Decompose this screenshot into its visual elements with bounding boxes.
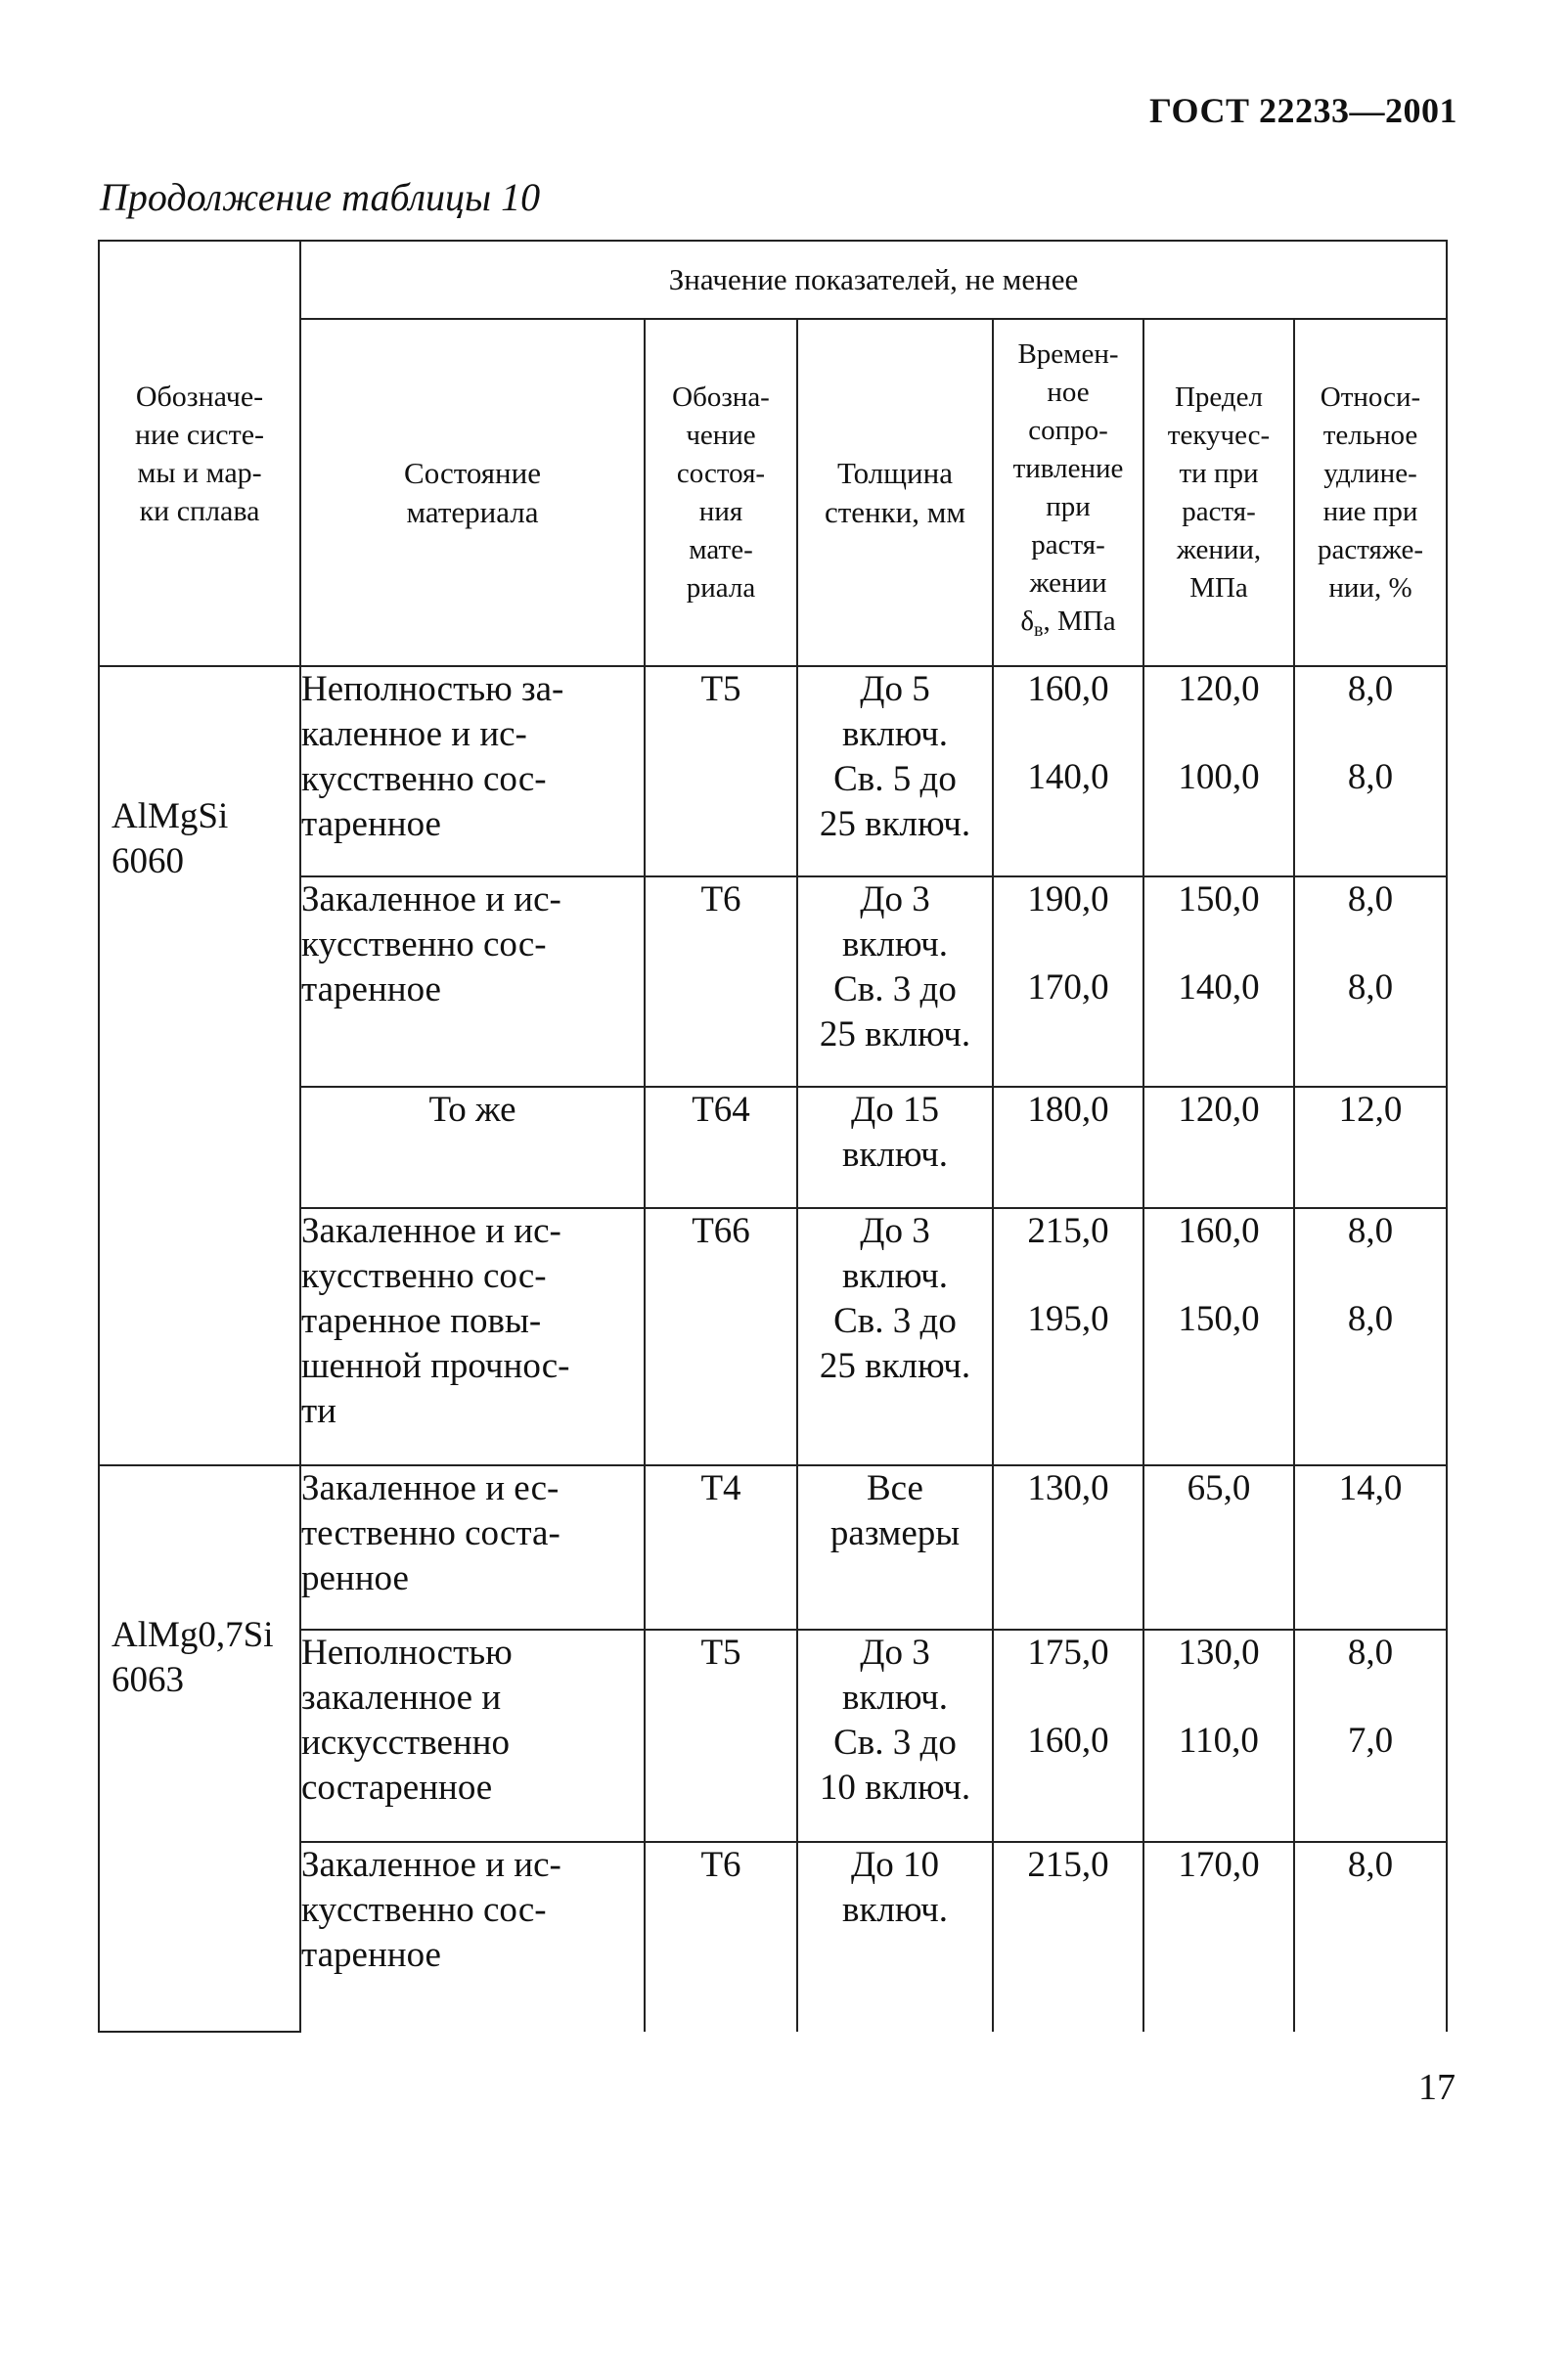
strength-cell: 160,0 140,0	[993, 666, 1143, 876]
elongation-cell: 8,0 8,0	[1294, 876, 1447, 1087]
col-header-thickness: Толщина стенки, мм	[797, 319, 993, 666]
code-cell: Т4	[645, 1465, 797, 1630]
thickness-cell: До 5 включ. Св. 5 до 25 включ.	[797, 666, 993, 876]
elongation-cell: 12,0	[1294, 1087, 1447, 1208]
state-cell: Неполностью закаленное и искусственно состаренное	[300, 1630, 645, 1842]
state-cell: Закаленное и ес- тественно соста- ренное	[300, 1465, 645, 1630]
state-cell: Закаленное и ис- кусственно сос- таренное	[300, 876, 645, 1087]
table-row	[99, 876, 1447, 1087]
elongation-cell: 8,0 8,0	[1294, 666, 1447, 876]
state-cell: Неполностью за- каленное и ис- кусственно сос- таренное	[300, 666, 645, 876]
table-row	[99, 1842, 1447, 2032]
table-row	[99, 1630, 1447, 1842]
col-header-code: Обозна- чение состоя- ния мате- риала	[645, 319, 797, 666]
yield-cell: 130,0 110,0	[1143, 1630, 1294, 1842]
yield-cell: 65,0	[1143, 1465, 1294, 1630]
strength-cell: 175,0 160,0	[993, 1630, 1143, 1842]
alloy-cell: AlMg0,7Si 6063	[99, 1465, 300, 2032]
table-row	[99, 1208, 1447, 1465]
document-code: ГОСТ 22233—2001	[1149, 91, 1457, 130]
yield-cell: 170,0	[1143, 1842, 1294, 2032]
yield-cell: 160,0 150,0	[1143, 1208, 1294, 1465]
elongation-cell: 8,0	[1294, 1842, 1447, 2032]
thickness-cell: До 3 включ. Св. 3 до 10 включ.	[797, 1630, 993, 1842]
strength-cell: 215,0 195,0	[993, 1208, 1143, 1465]
col-header-elongation: Относи- тельное удлине- ние при растяже- нии, %	[1294, 319, 1447, 666]
table-row	[99, 666, 1447, 876]
thickness-cell: Все размеры	[797, 1465, 993, 1630]
thickness-cell: До 3 включ. Св. 3 до 25 включ.	[797, 876, 993, 1087]
elongation-cell: 8,0 7,0	[1294, 1630, 1447, 1842]
col-header-alloy: Обозначе- ние систе- мы и мар- ки сплава	[99, 241, 300, 666]
table-row	[99, 1087, 1447, 1208]
col-header-group: Значение показателей, не менее	[300, 241, 1447, 319]
code-cell: Т6	[645, 876, 797, 1087]
strength-cell: 190,0 170,0	[993, 876, 1143, 1087]
strength-cell: 180,0	[993, 1087, 1143, 1208]
col-header-state: Состояние материала	[300, 319, 645, 666]
yield-cell: 120,0 100,0	[1143, 666, 1294, 876]
properties-table	[98, 240, 1448, 2033]
state-cell: Закаленное и ис- кусственно сос- таренное	[300, 1842, 645, 2032]
strength-cell: 215,0	[993, 1842, 1143, 2032]
code-cell: Т6	[645, 1842, 797, 2032]
state-cell: То же	[300, 1087, 645, 1208]
table-row	[99, 1465, 1447, 1630]
thickness-cell: До 10 включ.	[797, 1842, 993, 2032]
code-cell: Т66	[645, 1208, 797, 1465]
col-header-yield: Предел текучес- ти при растя- жении, МПа	[1143, 319, 1294, 666]
page-number: 17	[1418, 2067, 1456, 2108]
thickness-cell: До 15 включ.	[797, 1087, 993, 1208]
yield-cell: 120,0	[1143, 1087, 1294, 1208]
elongation-cell: 8,0 8,0	[1294, 1208, 1447, 1465]
strength-cell: 130,0	[993, 1465, 1143, 1630]
alloy-cell: AlMgSi 6060	[99, 666, 300, 1465]
elongation-cell: 14,0	[1294, 1465, 1447, 1630]
col-header-strength: Времен- ное сопро- тивление при растя- жении $\delta_в$, МПа	[993, 319, 1143, 666]
thickness-cell: До 3 включ. Св. 3 до 25 включ.	[797, 1208, 993, 1465]
code-cell: Т5	[645, 1630, 797, 1842]
state-cell: Закаленное и ис- кусственно сос- таренное повы- шенной прочнос- ти	[300, 1208, 645, 1465]
yield-cell: 150,0 140,0	[1143, 876, 1294, 1087]
code-cell: Т5	[645, 666, 797, 876]
table-caption: Продолжение таблицы 10	[100, 175, 541, 219]
code-cell: Т64	[645, 1087, 797, 1208]
